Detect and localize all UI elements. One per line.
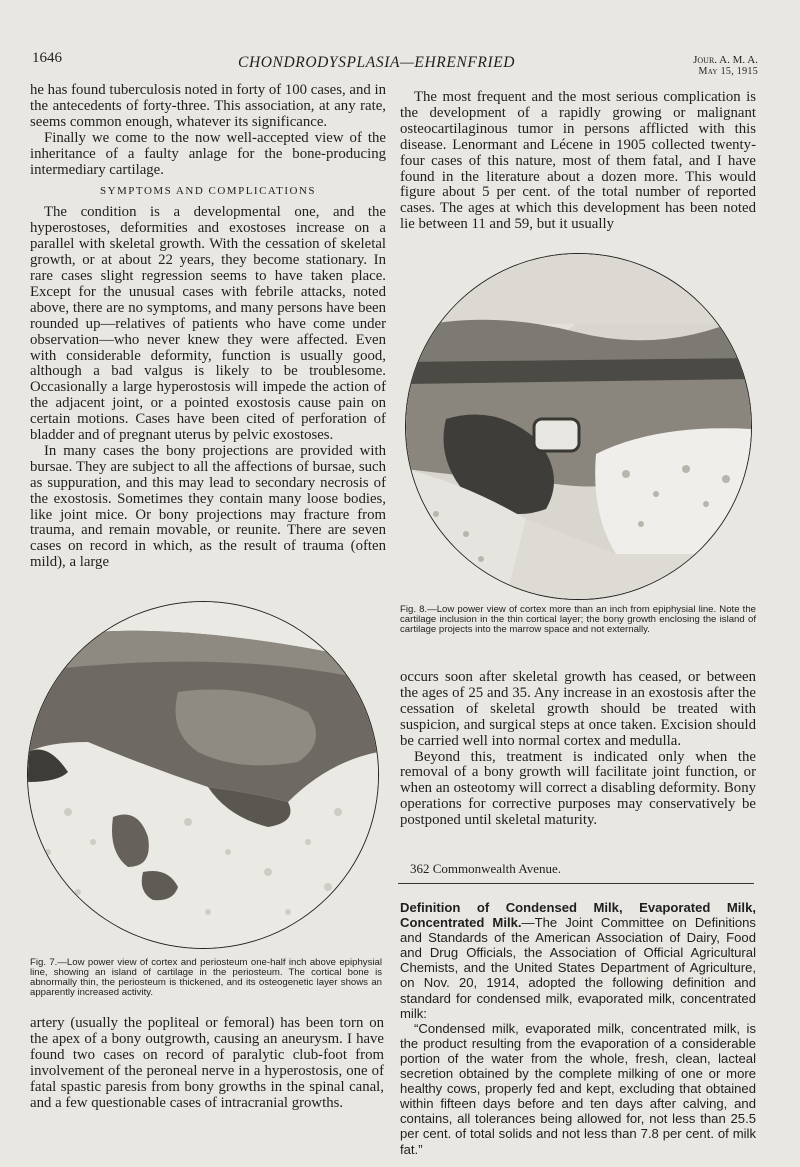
paragraph: Finally we come to the now well-accepted view of the inheritance of a faulty anlage for the bone-producing intermediary cartilage.	[30, 129, 386, 178]
section-heading: SYMPTOMS AND COMPLICATIONS	[99, 185, 317, 198]
journal-reference	[668, 54, 758, 78]
milk-definition-note	[400, 900, 756, 1157]
figure-8-caption: Fig. 8.—Low power view of cortex more than an inch from epiphysial line. Note the cartilage inclusion in the thin cortical layer; the bony growth enclosing the island of cartilage projects into the marrow space and not externally.	[400, 604, 756, 635]
left-column-bottom	[30, 1016, 384, 1111]
journal-date: May 15, 1915	[698, 66, 758, 77]
paragraph: occurs soon after skeletal growth has ceased, or between the ages of 25 and 35. Any increase in an exostosis after the cessation of skeletal growth should be treated with suspicion, and surgical steps at once taken. Excision should be carried well into normal cortex and medulla.	[400, 669, 756, 749]
note-heading: Definition of Condensed Milk, Evaporated Milk, Concentrated Milk.	[400, 900, 756, 931]
figure-8-micrograph	[405, 253, 752, 600]
figure-7-caption: Fig. 7.—Low power view of cortex and periosteum one-half inch above epiphysial line, showing an island of cartilage in the periosteum. The cortical bone is abnormally thin, the periosteum is thickened, and its osteogenetic layer shows an apparently increased activity.	[30, 957, 382, 998]
paragraph: Beyond this, treatment is indicated only when the removal of a bony growth will facilitate joint function, or when an osteotomy will correct a disabling deformity. Bony operations for corrective purposes may conservatively be postponed until skeletal maturity.	[400, 748, 756, 829]
note-paragraph	[400, 900, 756, 1021]
journal-name: Jour. A. M. A.	[693, 54, 758, 66]
author-address: 362 Commonwealth Avenue.	[410, 861, 562, 876]
note-body: —The Joint Committee on Definitions and Standards of the American Association of Dairy, Food and Drug Officials, the Association of Official Agricultural Chemists, and the United States Department of Agriculture, on Nov. 20, 1914, adopted the following definition and standard for condensed milk, evaporated milk, concentrated milk:	[400, 915, 756, 1021]
note-quote: “Condensed milk, evaporated milk, concentrated milk, is the product resulting from the evaporation of a considerable portion of the water from the whole, fresh, clean, lacteal secretion obtained by the complete milking of one or more healthy cows, properly fed and kept, excluding that obtained within fifteen days before and ten days after calving, and contains, all tolerances being allowed for, not less than 25.5 per cent. of total solids and not less than 7.8 per cent. of milk fat.”	[400, 1020, 756, 1157]
figure-7-micrograph	[27, 601, 379, 949]
paragraph: he has found tuberculosis noted in forty of 100 cases, and in the antecedents of forty-three. This association, at any rate, seems common enough, whatever its significance.	[30, 82, 386, 130]
running-title: CHONDRODYSPLASIA—EHRENFRIED	[238, 54, 516, 71]
page-number: 1646	[32, 50, 62, 66]
right-column-top	[400, 90, 756, 233]
paragraph: The most frequent and the most serious complication is the development of a rapidly growing or malignant osteocartilaginous tumor in persons afflicted with this disease. Lenormant and Lécene in 1905 collected twenty-four cases of this nature, most of them fatal, and I have found in the literature about a dozen more. This would figure about 5 per cent. of the total number of reported cases. The ages at which this development has been noted lie between 11 and 59, but it usually	[400, 89, 756, 233]
paragraph: artery (usually the popliteal or femoral) has been torn on the apex of a bony outgrowth, causing an aneurysm. I have found two cases on record of paralytic club-foot from involvement of the peroneal nerve in a hyperostosis, one of fatal spastic paresis from bony growths in the spinal canal, and a few questionable cases of intracranial growths.	[30, 1015, 384, 1111]
paragraph: The condition is a developmental one, and the hyperostoses, deformities and exostoses increase on a parallel with skeletal growth. With the cessation of skeletal growth, or at about 22 years, they become stationary. In rare cases slight regression seems to have taken place. Except for the unusual cases with febrile attacks, noted above, there are no symptoms, and many persons have been rounded up—relatives of patients who have come under observation—who never knew they were affected. Even with considerable deformity, function is usually good, although a bad valgus is likely to be troublesome. Occasionally a large hyperostosis will impede the action of the adjacent joint, or a pointed exostosis cause pain on certain motions. Cases have been cited of perforation of bladder and of pregnant uterus by pelvic exostoses.	[30, 204, 386, 444]
right-column-middle	[400, 670, 756, 829]
left-column-top	[30, 83, 386, 571]
section-divider	[398, 883, 754, 884]
paragraph: In many cases the bony projections are provided with bursae. They are subject to all the affections of bursae, such as suppuration, and this may lead to secondary necrosis of the exostosis. Sometimes they contain many loose bodies, like joint mice. Or bony projections may fracture from trauma, and remain movable, or reunite. There are seven cases on record in which, as the result of trauma (often mild), a large	[30, 442, 386, 571]
